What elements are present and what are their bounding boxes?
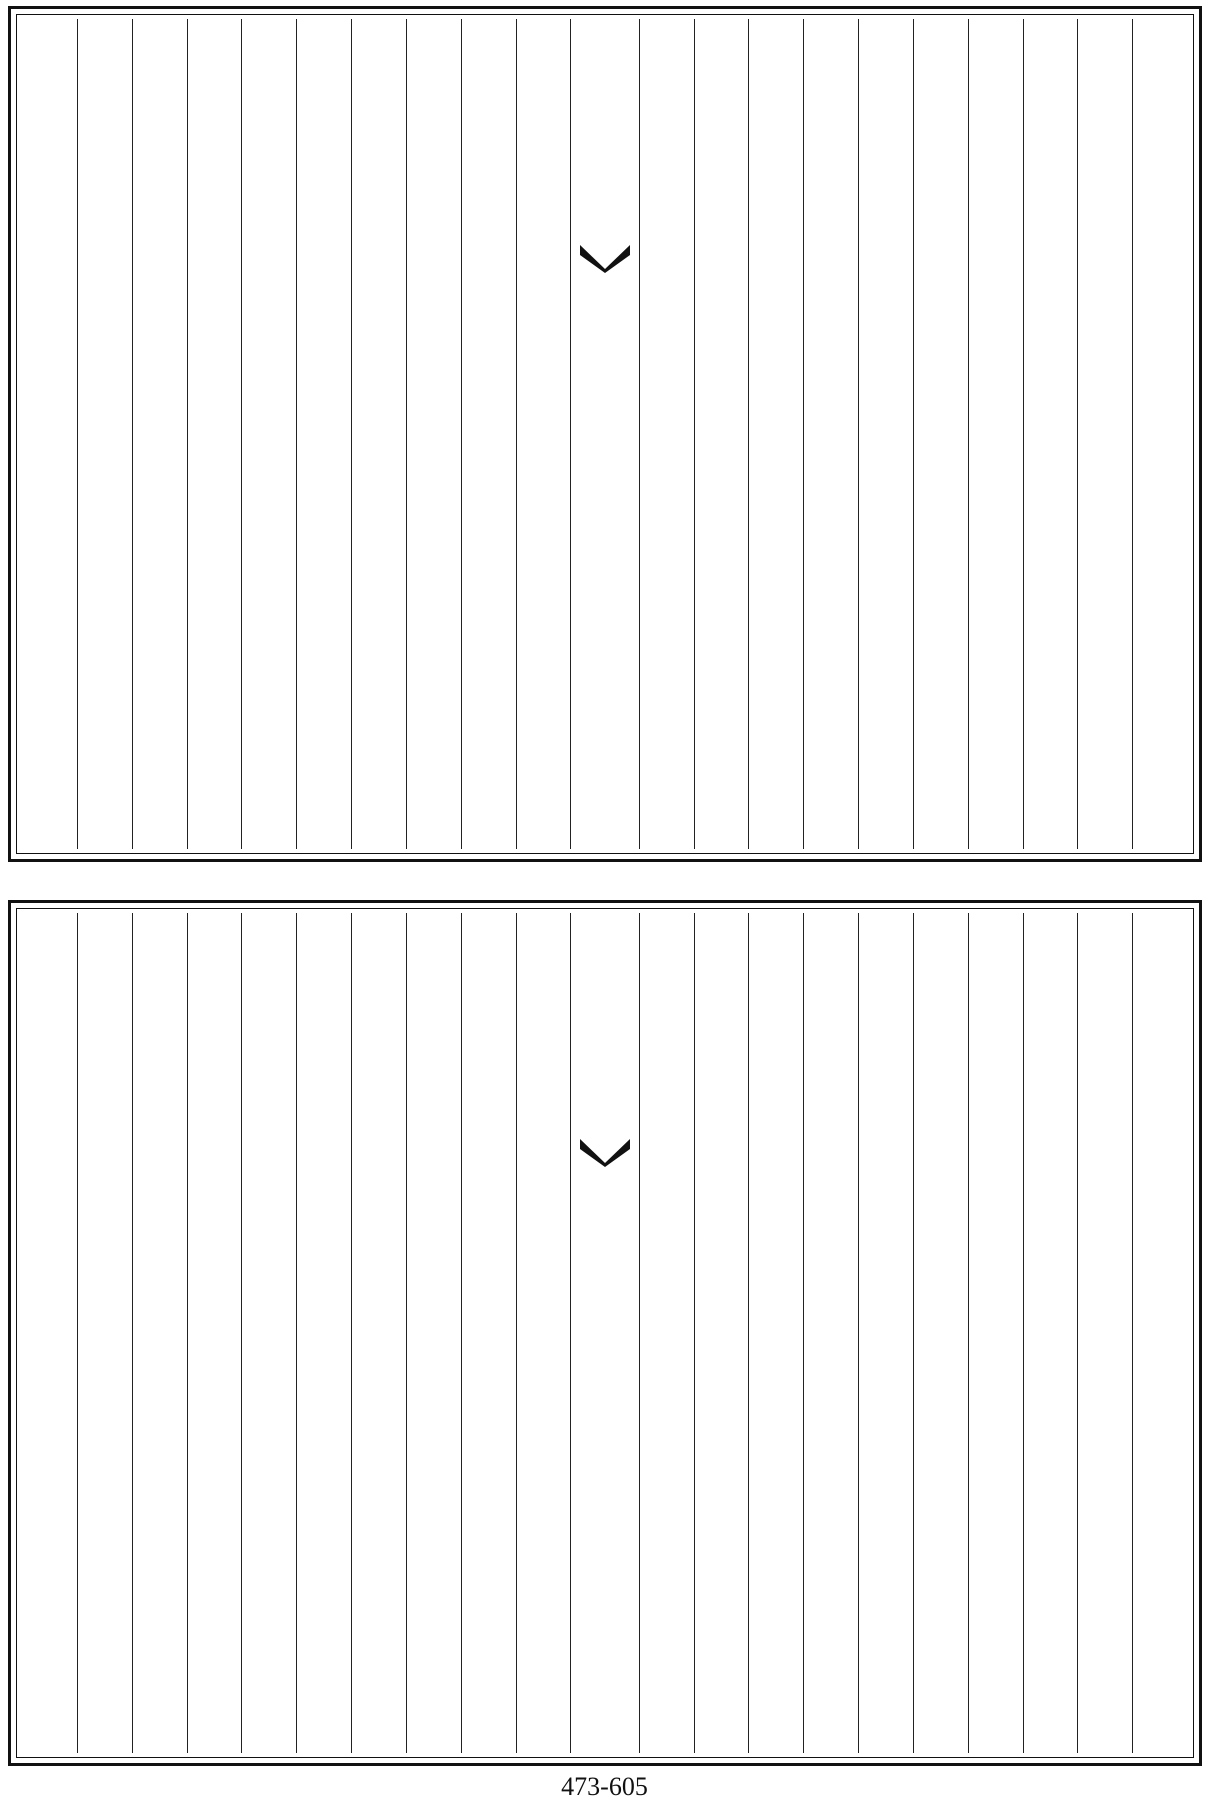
text-column (748, 913, 803, 1753)
text-column (639, 19, 694, 849)
text-column (187, 913, 242, 1753)
text-column (516, 19, 571, 849)
text-column (23, 913, 77, 1753)
text-column (968, 913, 1023, 1753)
text-column (132, 19, 187, 849)
text-column (296, 19, 351, 849)
text-column (913, 19, 968, 849)
text-column (1132, 19, 1187, 849)
bottom-page-frame (8, 900, 1202, 1766)
text-column (1077, 19, 1132, 849)
text-column (694, 913, 749, 1753)
text-column (913, 913, 968, 1753)
text-column (694, 19, 749, 849)
text-column (241, 913, 296, 1753)
text-column (241, 19, 296, 849)
text-column (858, 913, 913, 1753)
text-column (406, 913, 461, 1753)
text-column (406, 19, 461, 849)
text-column (461, 913, 516, 1753)
text-column (858, 19, 913, 849)
fishtail-mark-icon (578, 241, 632, 275)
text-column (516, 913, 571, 1753)
bottom-page-columns (23, 913, 1187, 1753)
fishtail-mark-icon (578, 1135, 632, 1169)
text-column (1077, 913, 1132, 1753)
text-column (1023, 19, 1078, 849)
top-page-frame (8, 6, 1202, 862)
text-column (748, 19, 803, 849)
text-column (639, 913, 694, 1753)
text-column (351, 913, 406, 1753)
top-page (0, 0, 1209, 870)
text-column (23, 19, 77, 849)
text-column (1023, 913, 1078, 1753)
top-page-center-column (570, 19, 638, 849)
text-column (968, 19, 1023, 849)
text-column (351, 19, 406, 849)
text-column (77, 913, 132, 1753)
bottom-page-center-column (570, 913, 638, 1753)
text-column (296, 913, 351, 1753)
text-column (1132, 913, 1187, 1753)
bottom-page (0, 880, 1209, 1760)
text-column (461, 19, 516, 849)
text-column (77, 19, 132, 849)
top-page-columns (23, 19, 1187, 849)
text-column (803, 913, 858, 1753)
page-footer-number: 473-605 (561, 1772, 648, 1801)
text-column (132, 913, 187, 1753)
text-column (803, 19, 858, 849)
text-column (187, 19, 242, 849)
